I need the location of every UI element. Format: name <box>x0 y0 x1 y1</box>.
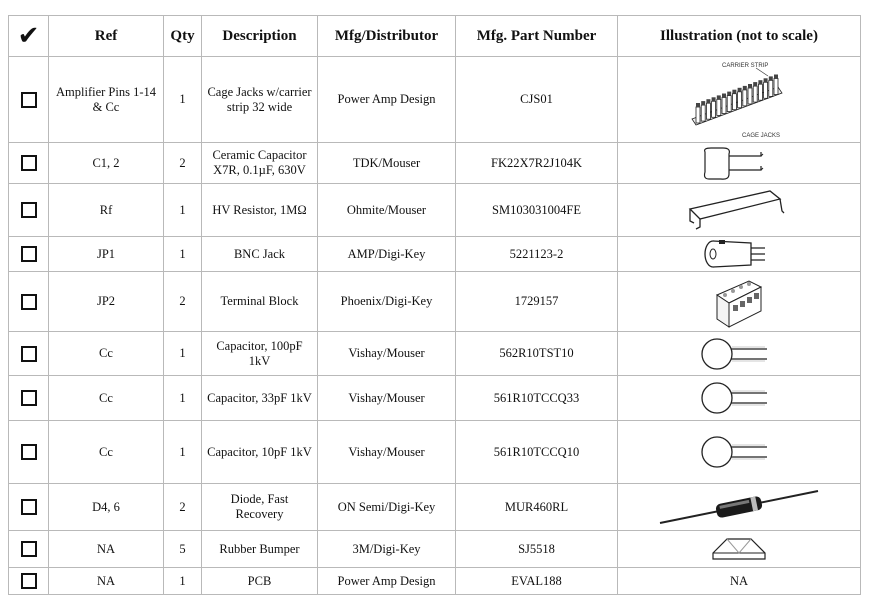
illustration-cell <box>618 57 861 143</box>
description-cell: Ceramic Capacitor X7R, 0.1µF, 630V <box>202 143 318 184</box>
description-cell: Capacitor, 33pF 1kV <box>202 376 318 421</box>
description-cell: PCB <box>202 568 318 595</box>
check-cell <box>9 421 49 484</box>
part-number-cell: 561R10TCCQ33 <box>456 376 618 421</box>
illustration-cell <box>618 143 861 184</box>
table-row <box>9 568 861 595</box>
part-number-cell: 1729157 <box>456 272 618 332</box>
header-mfg: Mfg/Distributor <box>318 16 456 57</box>
checkbox[interactable] <box>21 294 37 310</box>
illustration-cell <box>618 376 861 421</box>
part-number-cell: FK22X7R2J104K <box>456 143 618 184</box>
check-cell <box>9 237 49 272</box>
header-ref: Ref <box>49 16 164 57</box>
checkbox[interactable] <box>21 541 37 557</box>
description-cell: Terminal Block <box>202 272 318 332</box>
qty-cell: 1 <box>164 421 202 484</box>
checkbox[interactable] <box>21 202 37 218</box>
disc-capacitor-icon <box>622 380 856 416</box>
illustration-cell <box>618 237 861 272</box>
illustration-cell <box>618 568 861 595</box>
qty-cell: 2 <box>164 484 202 531</box>
check-cell <box>9 484 49 531</box>
check-cell <box>9 57 49 143</box>
description-cell: Capacitor, 100pF 1kV <box>202 332 318 376</box>
mfg-cell: Power Amp Design <box>318 568 456 595</box>
mfg-cell: TDK/Mouser <box>318 143 456 184</box>
ref-cell: NA <box>49 531 164 568</box>
ref-cell: Cc <box>49 421 164 484</box>
mfg-cell: ON Semi/Digi-Key <box>318 484 456 531</box>
ref-cell: Amplifier Pins 1-14 & Cc <box>49 57 164 143</box>
checkbox[interactable] <box>21 573 37 589</box>
checkbox[interactable] <box>21 246 37 262</box>
check-cell <box>9 143 49 184</box>
hv-resistor-icon <box>622 187 856 233</box>
carrier-strip-label: CARRIER STRIP <box>722 62 769 69</box>
part-number-cell: EVAL188 <box>456 568 618 595</box>
ref-cell: Rf <box>49 184 164 237</box>
qty-cell: 1 <box>164 376 202 421</box>
cage-jacks-strip-icon <box>622 59 856 141</box>
check-cell <box>9 568 49 595</box>
bom-body <box>9 57 861 595</box>
mfg-cell: AMP/Digi-Key <box>318 237 456 272</box>
checkbox[interactable] <box>21 346 37 362</box>
mfg-cell: 3M/Digi-Key <box>318 531 456 568</box>
description-cell: Capacitor, 10pF 1kV <box>202 421 318 484</box>
qty-cell: 1 <box>164 237 202 272</box>
qty-cell: 1 <box>164 184 202 237</box>
check-cell <box>9 531 49 568</box>
ref-cell: JP1 <box>49 237 164 272</box>
check-cell <box>9 376 49 421</box>
checkbox[interactable] <box>21 92 37 108</box>
header-description: Description <box>202 16 318 57</box>
part-number-cell: SM103031004FE <box>456 184 618 237</box>
illustration-cell <box>618 332 861 376</box>
description-cell: Diode, Fast Recovery <box>202 484 318 531</box>
table-row <box>9 272 861 332</box>
qty-cell: 1 <box>164 332 202 376</box>
table-row <box>9 143 861 184</box>
qty-cell: 1 <box>164 568 202 595</box>
header-qty: Qty <box>164 16 202 57</box>
checkbox[interactable] <box>21 390 37 406</box>
description-cell: Rubber Bumper <box>202 531 318 568</box>
ref-cell: NA <box>49 568 164 595</box>
checkmark-icon: ✔ <box>9 16 49 57</box>
checkbox[interactable] <box>21 499 37 515</box>
table-row <box>9 531 861 568</box>
bnc-jack-icon <box>622 238 856 270</box>
check-cell <box>9 332 49 376</box>
illustration-cell <box>618 484 861 531</box>
part-number-cell: 562R10TST10 <box>456 332 618 376</box>
qty-cell: 1 <box>164 57 202 143</box>
part-number-cell: 5221123-2 <box>456 237 618 272</box>
ref-cell: D4, 6 <box>49 484 164 531</box>
header-illustration: Illustration (not to scale) <box>618 16 861 57</box>
part-number-cell: MUR460RL <box>456 484 618 531</box>
description-cell: Cage Jacks w/carrier strip 32 wide <box>202 57 318 143</box>
checkbox[interactable] <box>21 155 37 171</box>
qty-cell: 2 <box>164 143 202 184</box>
disc-capacitor-icon <box>622 434 856 470</box>
header-row <box>9 16 861 57</box>
terminal-block-icon <box>622 275 856 329</box>
ref-cell: C1, 2 <box>49 143 164 184</box>
ref-cell: JP2 <box>49 272 164 332</box>
mfg-cell: Vishay/Mouser <box>318 421 456 484</box>
check-cell <box>9 272 49 332</box>
rubber-bumper-icon <box>622 533 856 565</box>
ceramic-capacitor-icon <box>622 144 856 182</box>
table-row <box>9 376 861 421</box>
ref-cell: Cc <box>49 376 164 421</box>
bom-table <box>8 15 861 595</box>
illustration-cell <box>618 184 861 237</box>
mfg-cell: Phoenix/Digi-Key <box>318 272 456 332</box>
illustration-cell <box>618 531 861 568</box>
disc-capacitor-icon <box>622 336 856 372</box>
table-row <box>9 332 861 376</box>
ref-cell: Cc <box>49 332 164 376</box>
qty-cell: 2 <box>164 272 202 332</box>
illustration-text: NA <box>729 573 749 588</box>
illustration-cell <box>618 272 861 332</box>
part-number-cell: SJ5518 <box>456 531 618 568</box>
checkbox[interactable] <box>21 444 37 460</box>
description-cell: HV Resistor, 1MΩ <box>202 184 318 237</box>
part-number-cell: CJS01 <box>456 57 618 143</box>
table-row <box>9 57 861 143</box>
diode-icon <box>622 487 856 527</box>
table-row <box>9 237 861 272</box>
part-number-cell: 561R10TCCQ10 <box>456 421 618 484</box>
mfg-cell: Ohmite/Mouser <box>318 184 456 237</box>
header-part-number: Mfg. Part Number <box>456 16 618 57</box>
description-cell: BNC Jack <box>202 237 318 272</box>
qty-cell: 5 <box>164 531 202 568</box>
mfg-cell: Vishay/Mouser <box>318 376 456 421</box>
mfg-cell: Vishay/Mouser <box>318 332 456 376</box>
cage-jacks-label: CAGE JACKS <box>742 132 781 139</box>
table-row <box>9 184 861 237</box>
table-row <box>9 421 861 484</box>
illustration-cell <box>618 421 861 484</box>
mfg-cell: Power Amp Design <box>318 57 456 143</box>
table-row <box>9 484 861 531</box>
check-cell <box>9 184 49 237</box>
